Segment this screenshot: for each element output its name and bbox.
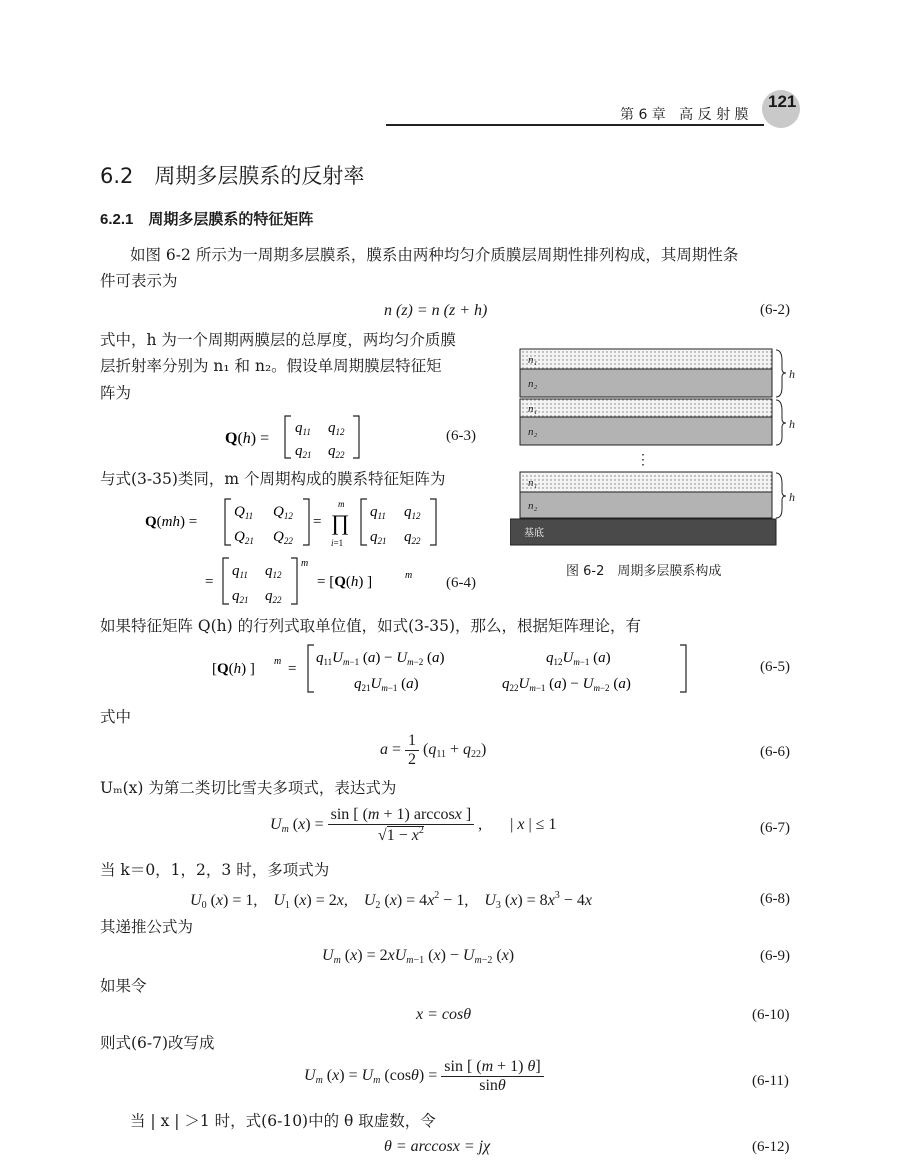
- paragraph-3: 与式(3-35)类同，m 个周期构成的膜系特征矩阵为: [100, 470, 446, 488]
- svg-text:i=1: i=1: [331, 538, 344, 548]
- label-n2-b: n₂: [528, 426, 538, 438]
- svg-text:q22: $q_{22}$: [328, 443, 345, 460]
- paragraph-11: 当 | x | ＞1 时，式(6-10)中的 θ 取虚数，令: [130, 1112, 436, 1130]
- paragraph-10: 则式(6-7)改写成: [100, 1034, 215, 1052]
- svg-text:q11Um−1 (a) − Um−2 (a): $q_{11}U_m-1$ $(a) - U_m-2$ (a): [316, 650, 445, 667]
- eqno-6-2: (6-2): [760, 302, 790, 318]
- svg-text:q12: $q_{12}$: [265, 563, 282, 580]
- paragraph-4: 如果特征矩阵 Q(h) 的行列式取单位值，如式(3-35)，那么，根据矩阵理论，有: [100, 617, 642, 635]
- paragraph-2c: 阵为: [100, 384, 132, 402]
- layer-n2-a: [520, 369, 772, 397]
- paragraph-9: 如果令: [100, 977, 147, 995]
- equation-6-4: [145, 494, 465, 610]
- svg-text:q11: $q_{11}$: [295, 420, 311, 437]
- paragraph-7: 当 k＝0，1，2，3 时，多项式为: [100, 861, 330, 879]
- svg-text:=: =: [313, 514, 322, 530]
- substrate: [510, 519, 776, 545]
- svg-text:q21: $q_{21}$: [295, 443, 312, 460]
- figure-6-2: [510, 343, 800, 548]
- running-header: [620, 104, 749, 124]
- svg-text:q21: $q_{21}$: [370, 529, 387, 546]
- layer-n1-c: [520, 472, 772, 492]
- svg-text:m: m: [405, 570, 413, 581]
- svg-text:=: =: [288, 661, 297, 677]
- subsection-title: 6.2.1 周期多层膜系的特征矩阵: [100, 211, 314, 228]
- period-label-b: h: [789, 417, 795, 431]
- paragraph-2a: 式中，h 为一个周期两膜层的总厚度，两均匀介质膜: [100, 331, 456, 349]
- layer-n1-b: [520, 399, 772, 417]
- equation-6-10: x = cosθ: [416, 1006, 472, 1023]
- eqno-6-12: (6-12): [752, 1139, 790, 1155]
- svg-text:q22: $q_{22}$: [265, 588, 282, 605]
- svg-text:=: =: [205, 574, 214, 590]
- equation-6-7: $U_m$ (x) = $\frac{\sin [ (m + 1) \arccos x ]}{√1 - x^2}$ , | x | ≤ 1: [270, 806, 557, 844]
- eqno-6-4: (6-4): [446, 575, 476, 591]
- eqno-6-11: (6-11): [752, 1073, 789, 1089]
- label-n1-c: n₁: [528, 477, 538, 489]
- eqno-6-10: (6-10): [752, 1007, 790, 1023]
- svg-text:q11: $q_{11}$: [232, 563, 248, 580]
- svg-text:q21Um−1 (a): $q_{21}U_m-1$ (a): [354, 676, 419, 693]
- eqno-6-8: (6-8): [760, 891, 790, 907]
- chapter-number: 第 6 章: [620, 107, 666, 123]
- page-number: 121: [768, 92, 797, 111]
- period-label-c: h: [789, 490, 795, 504]
- svg-text:Q21: $Q_{21}$: [234, 529, 254, 546]
- eqno-6-9: (6-9): [760, 948, 790, 964]
- eqno-6-3: (6-3): [446, 428, 476, 444]
- equation-6-5: [212, 640, 712, 696]
- svg-text:q12: $q_{12}$: [328, 420, 345, 437]
- equation-6-12: θ = arccosx = jχ: [384, 1138, 491, 1155]
- svg-text:[Q(h) ]: [Q(h) ]: [212, 661, 255, 677]
- figure-ellipsis: ⋮: [636, 452, 650, 468]
- eqno-6-5: (6-5): [760, 659, 790, 675]
- svg-text:Q11: $Q_{11}$: [234, 504, 254, 521]
- figure-caption: 图 6-2 周期多层膜系构成: [566, 564, 722, 579]
- svg-text:= [Q(h) ]: = [Q(h) ]: [317, 574, 373, 590]
- svg-text:m: m: [274, 656, 282, 667]
- svg-text:q21: $q_{21}$: [232, 588, 249, 605]
- layer-n2-b: [520, 417, 772, 445]
- paragraph-2b: 层折射率分别为 n₁ 和 n₂。假设单周期膜层特征矩: [100, 357, 442, 375]
- header-rule: [386, 124, 764, 126]
- label-n2-a: n₂: [528, 378, 538, 390]
- paragraph-1b: 件可表示为: [100, 272, 178, 290]
- equation-6-11: $U_m$ $(x) = U_m$ (cosθ) = $\frac{\sin [ (m + 1) \theta]}{\sin\theta}$: [304, 1058, 544, 1095]
- svg-text:q12Um−1 (a): $q_{12}U_m-1$ (a): [546, 650, 611, 667]
- period-label-a: h: [789, 367, 795, 381]
- eqno-6-6: (6-6): [760, 744, 790, 760]
- equation-6-3: [225, 412, 385, 462]
- svg-text:∏: ∏: [331, 510, 350, 535]
- equation-6-6: a = $\frac{1}{2}$ $(q_{11} + q_{22})$: [380, 732, 487, 768]
- section-title: 6.2 周期多层膜系的反射率: [100, 164, 365, 188]
- svg-text:q22Um−1 (a) − Um−2 (a): $q_{22}U_m-1$ $(a) - U_m-2$ (a): [502, 676, 631, 693]
- eqno-6-7: (6-7): [760, 820, 790, 836]
- paragraph-5: 式中: [100, 708, 132, 726]
- label-n1-b: n₁: [528, 403, 538, 415]
- equation-6-2: n (z) = n (z + h): [384, 302, 488, 319]
- svg-text:q12: $q_{12}$: [404, 504, 421, 521]
- layer-n1-a: [520, 349, 772, 369]
- svg-text:q11: $q_{11}$: [370, 504, 386, 521]
- paragraph-1a: 如图 6-2 所示为一周期多层膜系，膜系由两种均匀介质膜层周期性排列构成，其周期性条: [130, 246, 739, 264]
- substrate-label: 基底: [524, 528, 544, 539]
- svg-text:q22: $q_{22}$: [404, 529, 421, 546]
- layer-n2-c: [520, 492, 772, 518]
- equation-6-8: $U_0$ (x) = 1, $U_1$ (x) = 2x, $U_2$ $(x) = 4x^2 - 1$, $U_3$ $(x) = 8x^3 - 4x$: [190, 890, 592, 911]
- label-n2-c: n₂: [528, 500, 538, 512]
- svg-text:m: m: [338, 499, 345, 509]
- svg-text:Q(h) =: Q(h) =: [225, 430, 270, 447]
- equation-6-9: $U_m$ $(x) = 2xU_{m-1}$ $(x) - U_{m-2}$ (x): [322, 947, 515, 966]
- chapter-title: 高 反 射 膜: [679, 107, 749, 123]
- paragraph-8: 其递推公式为: [100, 918, 194, 936]
- paragraph-6: Uₘ(x) 为第二类切比雪夫多项式，表达式为: [100, 779, 397, 797]
- svg-text:m: m: [301, 558, 309, 569]
- svg-text:Q(mh) =: Q(mh) =: [145, 514, 198, 530]
- label-n1-a: n₁: [528, 354, 538, 366]
- svg-text:Q22: $Q_{22}$: [273, 529, 293, 546]
- svg-text:Q12: $Q_{12}$: [273, 504, 293, 521]
